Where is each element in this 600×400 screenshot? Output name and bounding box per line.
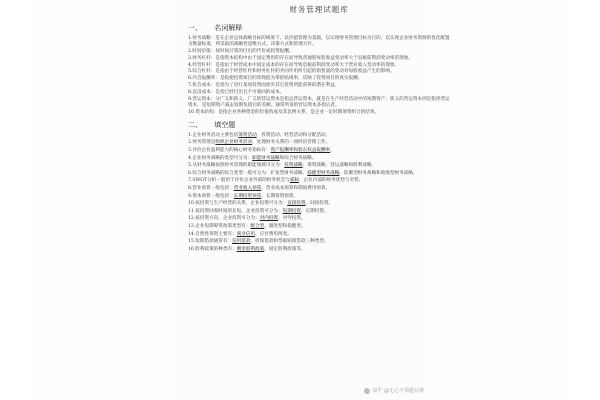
- definition-item: [188, 63, 450, 69]
- item-answer: 对内投资: [259, 216, 279, 222]
- item-answer: 稳健型财务战略: [307, 170, 340, 176]
- item-text: 综合杠杆：是指由于经营杠杆和财务杠杆的共同作用所引起的销售量的变动对每股收益产生的影响。: [192, 69, 395, 75]
- item-number: 7.: [188, 82, 193, 88]
- fill-in-item: [188, 171, 450, 177]
- item-text: 沉没成本：是指已经付出且不可收回的成本。: [192, 89, 285, 95]
- definition-item: [188, 83, 450, 89]
- fill-in-item: [188, 194, 450, 200]
- item-suffix: 、防御型财务战略和收缩型财务战略。: [339, 170, 418, 176]
- definition-item: [188, 69, 450, 75]
- item-answer: 商业信用: [236, 231, 256, 237]
- item-prefix: 4.企业财务战略的类型可分为：: [188, 155, 253, 161]
- item-number: 2.: [188, 49, 193, 54]
- item-answer: 投资战略: [284, 163, 303, 169]
- item-number: 5.: [188, 69, 193, 75]
- definition-item: [188, 110, 450, 116]
- item-prefix: 6.综合财务战略的综合类型一般可分为：扩张型财务战略、: [188, 170, 308, 176]
- item-answer: 配合型: [250, 223, 265, 229]
- item-answer: 长期投资预算: [233, 193, 262, 199]
- item-suffix: 、营业成本预算和期间费用预算。: [261, 185, 331, 191]
- definition-item: [188, 97, 450, 109]
- item-suffix: ，企业内部的财务优势与劣势。: [298, 178, 364, 184]
- item-suffix: 、投资活动、经营活动和分配活动。: [256, 132, 331, 138]
- item-prefix: 16.股利政策的种类有：: [188, 246, 237, 252]
- item-number: 3.: [188, 55, 193, 61]
- item-text: 营运资本：分广义和狭义，广义的营运资本是指总营运资本，就是在生产经营活动中的短期资产；狭义的营运资本则是指净营运资本，是短期资产减去短期负债后的差额。通常所说的营运资本多指后者。: [188, 96, 450, 108]
- item-answer: 剩余股利政策: [236, 246, 265, 252]
- fill-in-item: [188, 247, 450, 253]
- item-suffix: 、固定股利政策等。: [264, 246, 306, 252]
- item-number: 8.: [188, 89, 193, 95]
- fill-in-item: [188, 201, 450, 207]
- item-suffix: 和综合财务战略。: [279, 155, 317, 161]
- item-text: 财务战略：是在企业总体战略目标的统筹下，以价值管理为基础，以实现财务管理目标为目的，以实现企业财务资源的优化配置为衡量标准，所采取的战略性思维方式、决策方式和管理方针。: [188, 36, 450, 48]
- item-prefix: 5.从财务战略按照财务管理的职能领域可分为：: [188, 163, 285, 169]
- fill-in-item: [188, 232, 450, 238]
- item-suffix: 、筹资战略、营运战略和股利战略。: [302, 163, 377, 169]
- section-2-title: 填空题: [214, 120, 236, 129]
- item-prefix: 12.按投资方向，企业投资可分为：: [188, 216, 260, 222]
- fill-in-list: [188, 133, 450, 253]
- item-suffix: 、担保借款和票据贴现借款三种类型。: [250, 239, 329, 245]
- item-number: 1.: [188, 36, 193, 41]
- item-answer: 短期投资: [282, 208, 301, 214]
- fill-in-item: [188, 224, 450, 230]
- item-suffix: 、对外投资。: [278, 216, 306, 222]
- section-2-heading: [188, 120, 450, 130]
- item-prefix: 1.企业财务活动主要包括: [188, 132, 239, 138]
- item-prefix: 8.营业预算一般包括：: [188, 185, 234, 191]
- fill-in-item: [188, 186, 450, 192]
- fill-in-item: [188, 133, 450, 139]
- item-prefix: 13.企业短期筹资政策类型有：: [188, 223, 251, 229]
- document-title: 财务管理试题库: [289, 5, 349, 14]
- fill-in-item: [188, 209, 450, 215]
- item-number: 9.: [188, 96, 193, 102]
- item-text: 机会成本：是指为了进行某项投资而放弃其它投资所能获得的潜在利益。: [192, 82, 340, 88]
- fill-in-item: [188, 148, 450, 154]
- item-text: 资本结构：是指企业各种资金的价值构成及其比例关系，是企业一定时期筹资组合的结果。: [195, 109, 380, 115]
- item-suffix: 、长期筹资预算。: [261, 193, 299, 199]
- item-text: 财务杠杆：是指资本结构中由于固定费用的存在而导致普通股每股收益变动率大于息税前利润变动率的现象。: [192, 55, 413, 61]
- zhihu-logo-icon: [364, 388, 370, 394]
- item-prefix: 11.按投资回收时间的长短，企业投资可分为：: [188, 208, 283, 214]
- item-suffix: 、间接投资。: [305, 201, 334, 207]
- item-prefix: 3.评价企业盈利能力的核心财务指标有：: [188, 147, 271, 153]
- item-answer: 信用借款: [232, 239, 251, 245]
- item-number: 4.: [188, 62, 193, 68]
- section-1-heading: [188, 23, 450, 33]
- definition-item: [188, 49, 450, 55]
- section-2-number: 二、: [188, 120, 202, 129]
- item-answer: 职能财务战略: [252, 155, 280, 161]
- item-prefix: 10.按投资与生产经营的关系，企业投资可分为：: [188, 201, 288, 207]
- section-1-number: 一、: [188, 24, 202, 32]
- fill-in-item: [188, 163, 450, 169]
- fill-in-item: [188, 216, 450, 222]
- definition-item: [188, 56, 450, 62]
- item-answer: 营业收入预算: [233, 185, 262, 191]
- item-prefix: 9.资本预算一般包括：: [188, 193, 234, 199]
- item-text: 内含报酬率：是指使投资项目的净现值为零的贴现率，反映了投资项目的真实报酬。: [192, 76, 363, 82]
- definitions-list: [188, 36, 450, 116]
- fill-in-item: [188, 178, 450, 184]
- item-suffix: 。: [330, 147, 335, 153]
- item-prefix: 7.SWOT分析一般用于评价企业外部的财务机会与: [188, 178, 290, 184]
- item-prefix: 15.短期借款通常有：: [188, 239, 233, 245]
- fill-in-item: [188, 156, 450, 162]
- item-suffix: 、长期投资。: [300, 208, 329, 214]
- item-answer: 直接投资: [287, 201, 306, 207]
- item-answer: 组织企业财务活动: [215, 140, 253, 146]
- item-prefix: 2.财务管理是: [188, 140, 216, 146]
- item-suffix: 、处理财务关系的一项经济管理工作。: [252, 140, 331, 146]
- fill-in-item: [188, 239, 450, 245]
- item-answer: 筹资活动: [238, 132, 257, 138]
- definition-item: [188, 76, 450, 82]
- item-suffix: 、应付费用两类。: [255, 231, 292, 237]
- definition-item: [188, 36, 450, 48]
- item-number: 6.: [188, 76, 193, 82]
- item-text: 时间价值：按时间计算的付出的代价或投资报酬。: [192, 49, 294, 54]
- definition-item: [188, 90, 450, 96]
- item-answer: 资产报酬率和股东权益报酬率: [270, 147, 331, 153]
- item-text: 经营杠杆：是指由于经营成本中固定成本的存在而导致息税前利润变动率大于营业收入变动率的现象。: [192, 62, 400, 68]
- section-1-title: 名词解释: [214, 24, 243, 32]
- fill-in-item: [188, 140, 450, 146]
- item-prefix: 14.自然性筹资主要有：: [188, 231, 237, 237]
- item-number: 10.: [188, 109, 196, 115]
- watermark: [364, 387, 424, 394]
- watermark-text: 知乎 @无心不惧题目啦: [372, 388, 424, 394]
- item-suffix: 、激进型和稳健型。: [264, 223, 306, 229]
- item-answer: 威胁: [289, 178, 299, 184]
